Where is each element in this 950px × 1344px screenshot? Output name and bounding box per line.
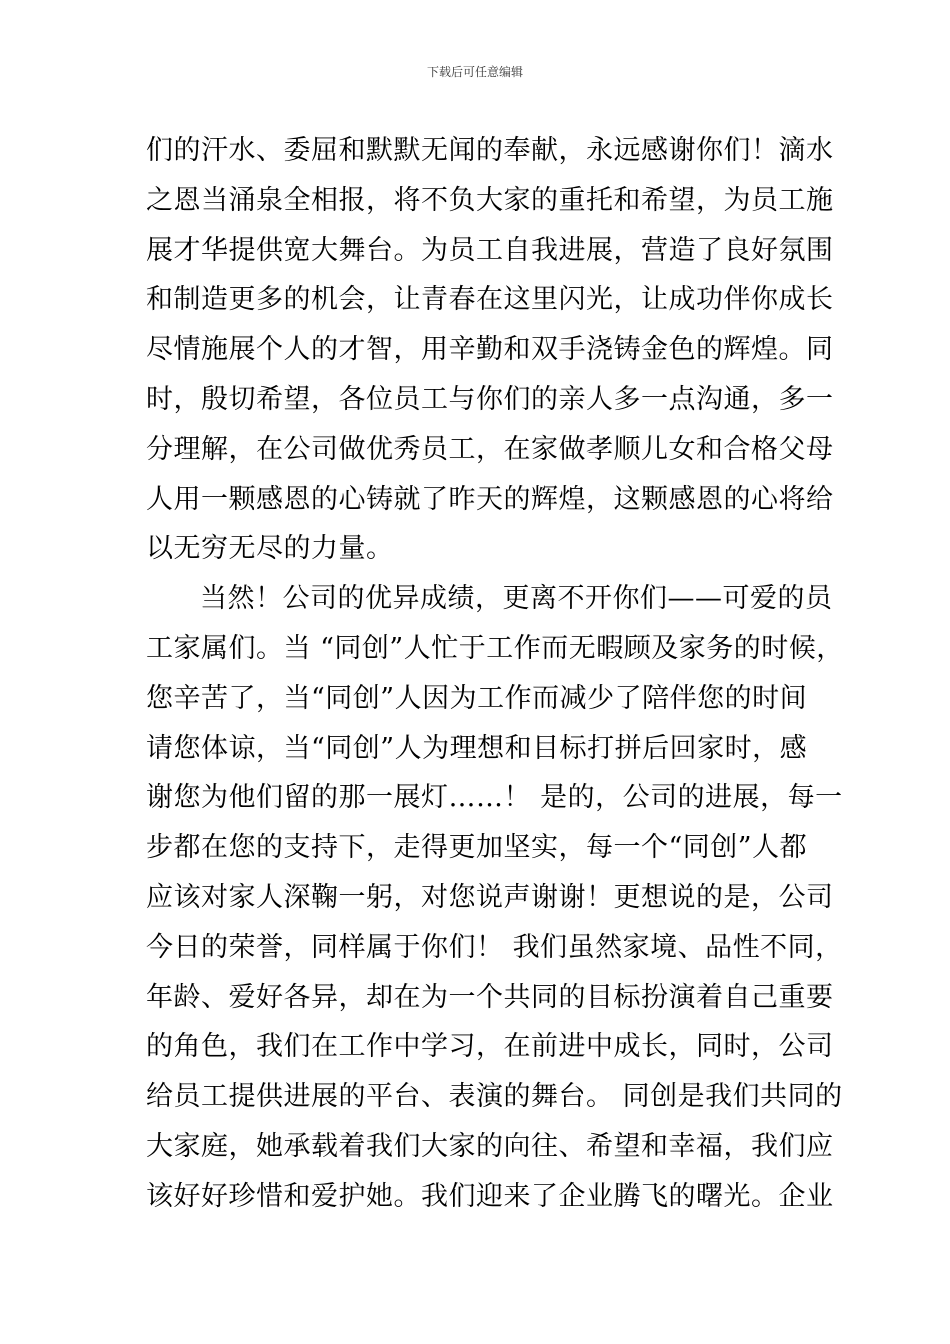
text-line: 给员工提供进展的平台、表演的舞台。 同创是我们共同的: [146, 1081, 843, 1113]
text-line: 们的汗水、委屈和默默无闻的奉献，永远感谢你们！滴水: [146, 135, 834, 166]
text-line: 人用一颗感恩的心铸就了昨天的辉煌，这颗感恩的心将给: [146, 483, 834, 515]
text-line: 之恩当涌泉全相报，将不负大家的重托和希望，为员工施: [146, 184, 834, 216]
text-line: 分理解，在公司做优秀员工，在家做孝顺儿女和合格父母: [146, 433, 834, 465]
text-line-indented: 当然！公司的优异成绩，更离不开你们——可爱的员: [200, 583, 833, 615]
text-line: 您辛苦了，当“同创”人因为工作而减少了陪伴您的时间: [146, 682, 808, 714]
document-body: [146, 126, 844, 1222]
paragraph-2: [146, 574, 844, 1221]
text-line: 时，殷切希望，各位员工与你们的亲人多一点沟通，多一: [146, 383, 834, 415]
text-line: 尽情施展个人的才智，用辛勤和双手浇铸金色的辉煌。同: [146, 334, 834, 366]
text-line: 应该对家人深鞠一躬，对您说声谢谢！更想说的是，公司: [146, 881, 834, 913]
text-line: 谢您为他们留的那一展灯……！ 是的，公司的进展，每一: [146, 782, 843, 814]
text-line: 步都在您的支持下，走得更加坚实，每一个“同创”人都: [146, 832, 808, 864]
text-line: 和制造更多的机会，让青春在这里闪光，让成功伴你成长: [146, 284, 834, 316]
text-line: 该好好珍惜和爱护她。我们迎来了企业腾飞的曙光。企业: [146, 1180, 834, 1212]
text-line: 以无穷无尽的力量。: [146, 533, 394, 565]
text-line: 年龄、爱好各异，却在为一个共同的目标扮演着自己重要: [146, 981, 834, 1013]
text-line: 今日的荣誉，同样属于你们！ 我们虽然家境、品性不同，: [146, 931, 843, 963]
text-line: 的角色，我们在工作中学习，在前进中成长，同时，公司: [146, 1031, 834, 1063]
text-line: 工家属们。当 “同创”人忙于工作而无暇顾及家务的时候，: [146, 632, 844, 664]
paragraph-1: [146, 126, 834, 574]
text-line: 请您体谅，当“同创”人为理想和目标打拼后回家时，感: [146, 732, 808, 764]
page-header: 下载后可任意编辑: [426, 65, 523, 79]
text-line: 展才华提供宽大舞台。为员工自我进展，营造了良好氛围: [146, 234, 834, 266]
text-line: 大家庭，她承载着我们大家的向往、希望和幸福，我们应: [146, 1130, 834, 1162]
